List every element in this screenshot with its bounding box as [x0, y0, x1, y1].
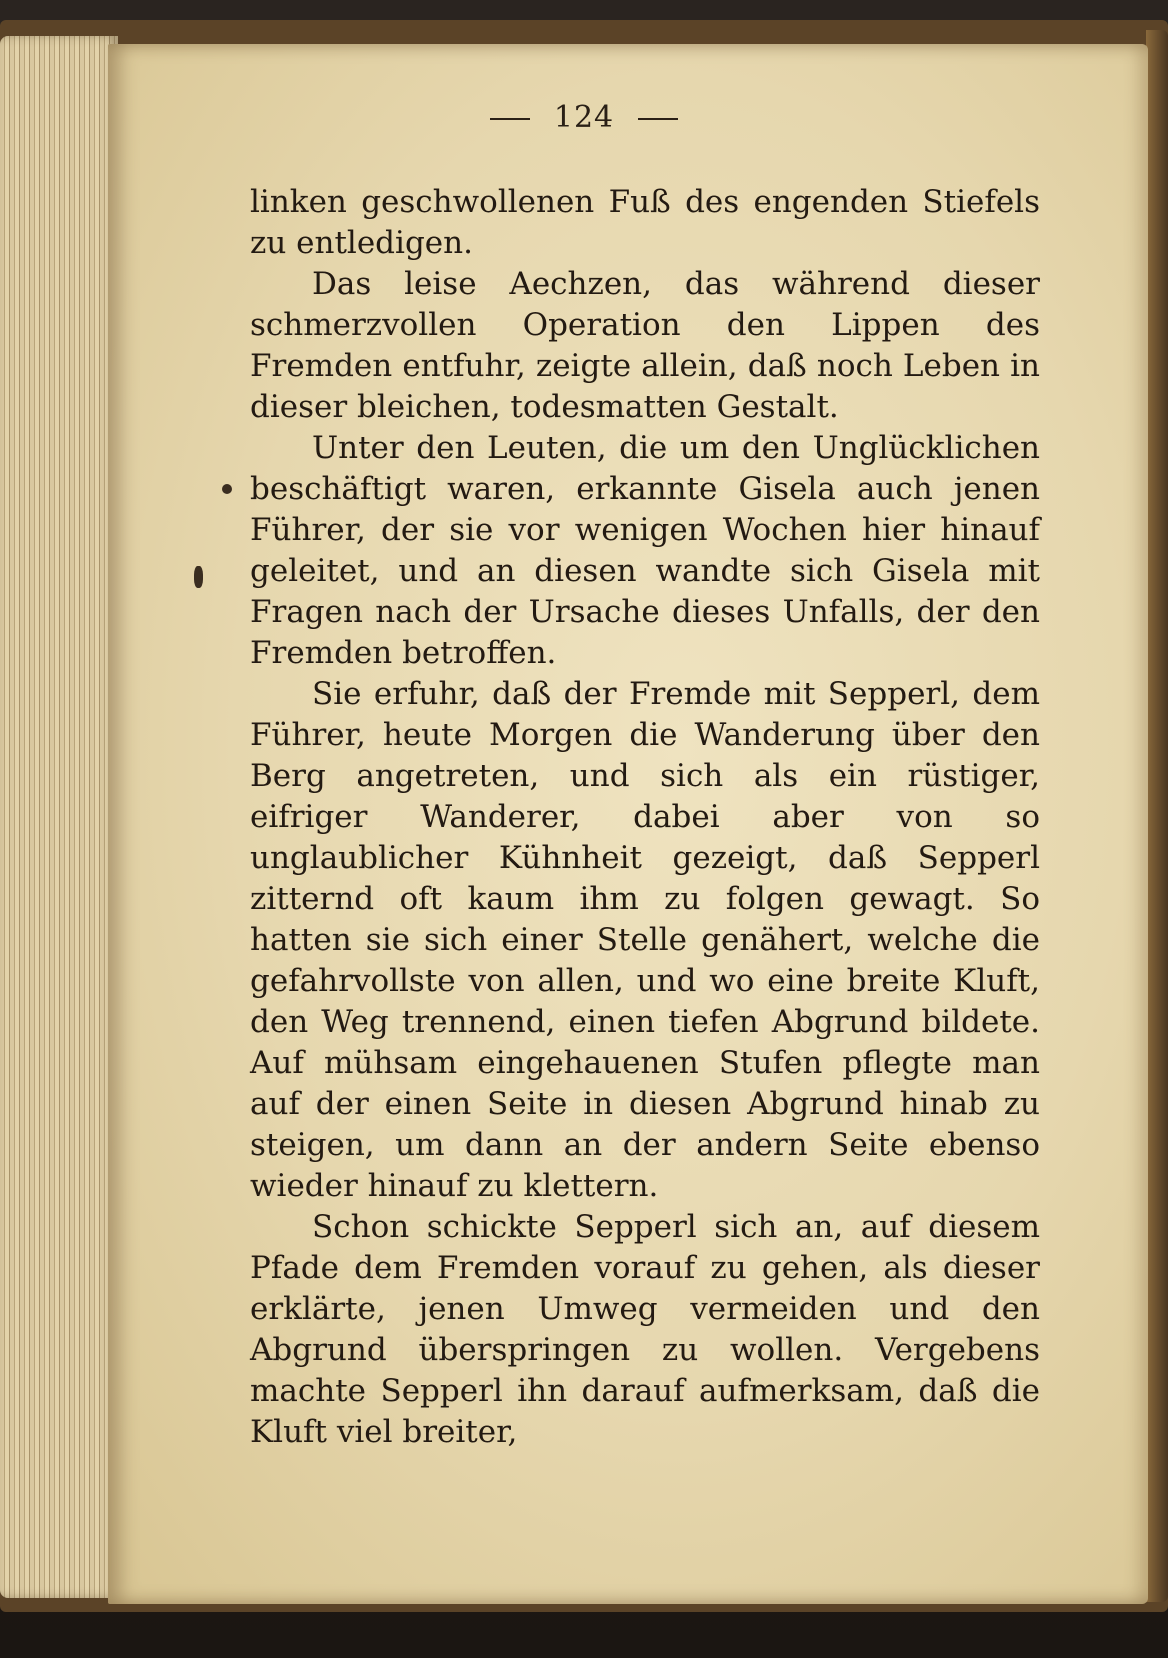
header-dash-right	[638, 118, 678, 120]
ink-speck	[194, 566, 203, 588]
ink-speck	[222, 484, 232, 494]
paragraph-5: Schon schickte Sepperl sich an, auf diesem Pfade dem Fremden vorauf zu gehen, als dieser erklärte, jenen Umweg vermeiden und den Abgrund überspringen zu wollen. Vergebens machte Sepperl ihn darauf aufmerksam, daß die Kluft viel breiter,	[250, 1209, 1040, 1450]
body-text	[250, 182, 1040, 1453]
paragraph-4: Sie erfuhr, daß der Fremde mit Sepperl, dem Führer, heute Morgen die Wanderung über den Berg angetreten, und sich als ein rüstiger, eifriger Wanderer, dabei aber von so unglaublicher Kühnheit gezeigt, daß Sepperl zitternd oft kaum ihm zu folgen gewagt. So hatten sie sich einer Stelle genähert, welche die gefahrvollste von allen, und wo eine breite Kluft, den Weg trennend, einen tiefen Abgrund bildete. Auf mühsam eingehauenen Stufen pflegte man auf der einen Seite in diesen Abgrund hinab zu steigen, um dann an der andern Seite ebenso wieder hinauf zu klettern.	[250, 676, 1040, 1204]
paragraph-2: Das leise Aechzen, das während dieser schmerzvollen Operation den Lippen des Fremden entfuhr, zeigte allein, daß noch Leben in dieser bleichen, todesmatten Gestalt.	[250, 266, 1040, 425]
paragraph-1: linken geschwollenen Fuß des engenden Stiefels zu entledigen.	[250, 184, 1040, 261]
paragraph-3: Unter den Leuten, die um den Unglücklichen beschäftigt waren, erkannte Gisela auch jenen Führer, der sie vor wenigen Wochen hier hinauf geleitet, und an diesen wandte sich Gisela mit Fragen nach der Ursache dieses Unfalls, der den Fremden betroffen.	[250, 430, 1040, 671]
header-dash-left	[490, 118, 530, 120]
page-edges	[0, 36, 118, 1598]
page-number: 124	[553, 100, 615, 135]
book-spine	[1146, 30, 1168, 1602]
page-header	[0, 100, 1168, 135]
